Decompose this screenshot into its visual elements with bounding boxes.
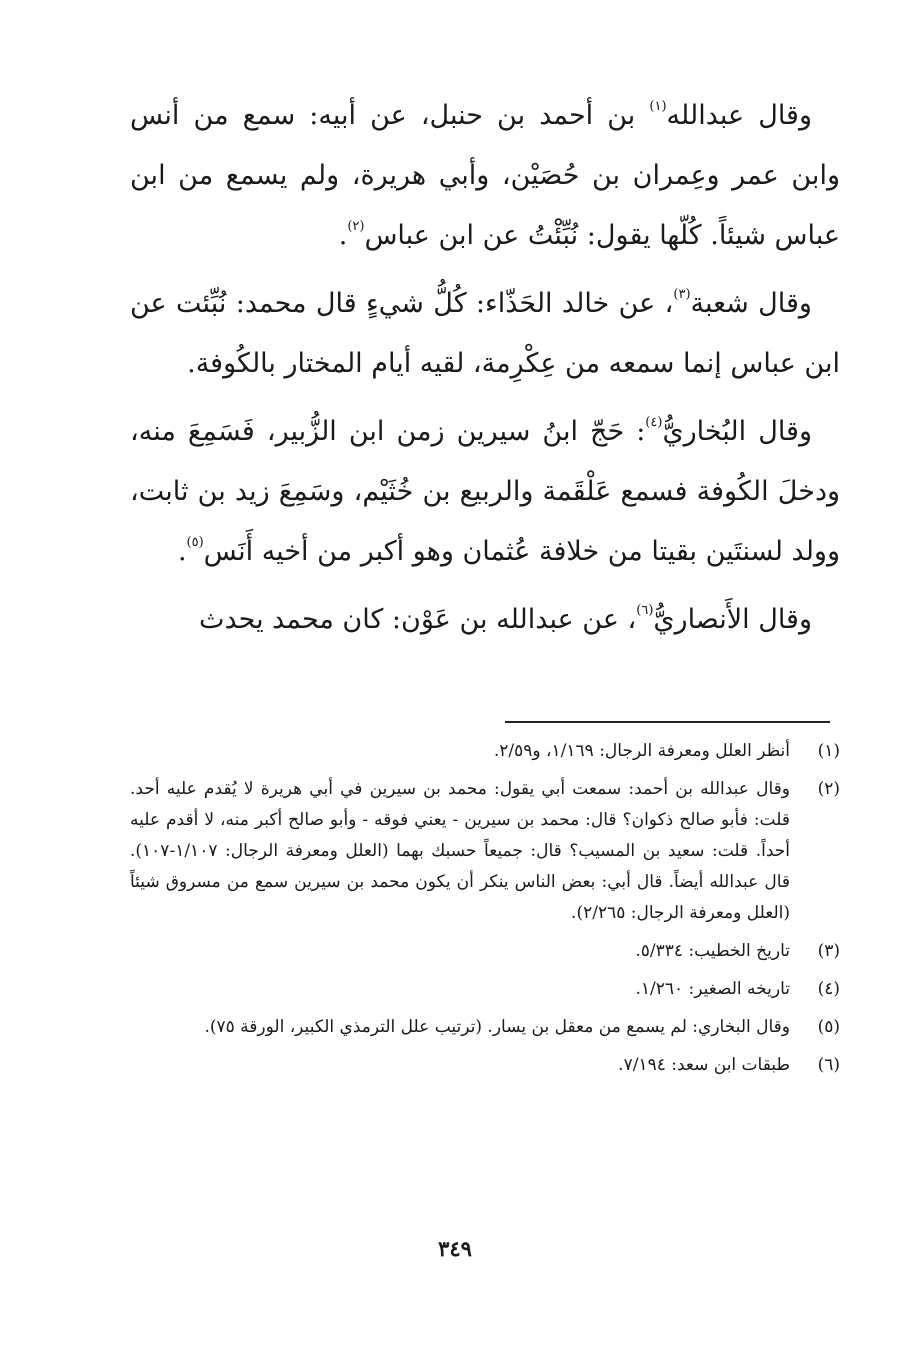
footnote-item (130, 1012, 840, 1043)
footnote-ref: (١) (649, 99, 667, 114)
footnote-ref: (٦) (636, 603, 654, 618)
main-text (130, 86, 840, 658)
paragraph-text: ، عن عبدالله بن عَوْن: كان محمد يحدث (199, 604, 637, 635)
footnote-ref: (٤) (645, 415, 663, 430)
footnote-number: (٤) (817, 979, 840, 999)
footnotes (130, 736, 840, 1088)
footnote-item (130, 736, 840, 767)
footnote-number: (٥) (817, 1017, 840, 1037)
footnote-number: (٦) (817, 1055, 840, 1075)
paragraph-text: ، عن خالد الحَذّاء: كُلُّ شيءٍ قال محمد: نُبِّئت عن ابن عباس إنما سمعه من عِكْرِمة، لقيه أيام المختار بالكُوفة. (130, 288, 840, 379)
footnote-text: تاريخ الخطيب: ٥/٣٣٤. (635, 941, 790, 961)
paragraph-text: بن أحمد بن حنبل، عن أبيه: سمع من أنس وابن عمر وعِمران بن حُصَيْن، وأبي هريرة، ولم يسمع من ابن عباس شيئاً. كُلّها يقول: نُبِّئْتُ عن ابن عباس (130, 100, 840, 251)
footnote-number: (١) (817, 741, 840, 761)
footnote-item (130, 974, 840, 1005)
footnote-number: (٣) (817, 941, 840, 961)
footnote-item (130, 1050, 840, 1081)
paragraph-end: . (177, 536, 187, 567)
footnote-text: وقال البخاري: لم يسمع من معقل بن يسار. (ترتيب علل الترمذي الكبير، الورقة ٧٥). (204, 1017, 790, 1037)
footnote-text: طبقات ابن سعد: ٧/١٩٤. (618, 1055, 790, 1075)
paragraph-end: . (338, 220, 348, 251)
paragraph-text: : حَجّ ابنُ سيرين زمن ابن الزُّبير، فَسَمِعَ منه، ودخلَ الكُوفة فسمع عَلْقَمة والربيع بن خُثَيْم، وسَمِعَ زيد بن ثابت، وولد لسنتَين بقيتا من خلافة عُثمان وهو أكبر من أخيه أَنَس (130, 416, 840, 567)
paragraph-2 (130, 274, 840, 394)
footnote-item (130, 774, 840, 929)
paragraph-3 (130, 402, 840, 582)
footnote-ref: (٣) (673, 287, 691, 302)
footnote-ref: (٥) (186, 535, 204, 550)
footnote-number: (٢) (817, 779, 840, 799)
paragraph-text: وقال الأَنصاريُّ (653, 604, 812, 635)
page-number: ٣٤٩ (438, 1236, 472, 1261)
footnote-text: وقال عبدالله بن أحمد: سمعت أبي يقول: محمد بن سيرين في أبي هريرة لا يُقدم عليه أحد. قلت: فأبو صالح ذكوان؟ قال: محمد بن سيرين - يعني فوقه - وأبو صالح أكبر منه، لا أقدم عليه أحداً. قلت: سعيد بن المسيب؟ قال: جميعاً حسبك بهما (العلل ومعرفة الرجال: ١/١٠٧-١٠٧). قال عبدالله أيضاً. قال أبي: بعض الناس ينكر أن يكون محمد بن سيرين سمع من مسروق شيئاً (العلل ومعرفة الرجال: ٢/٢٦٥). (130, 779, 790, 923)
footnote-separator (505, 721, 830, 723)
footnote-item (130, 936, 840, 967)
footnote-text: تاريخه الصغير: ١/٢٦٠. (635, 979, 790, 999)
paragraph-text: وقال عبدالله (666, 100, 812, 131)
paragraph-1 (130, 86, 840, 266)
footnote-text: أنظر العلل ومعرفة الرجال: ١/١٦٩، و٢/٥٩. (493, 741, 790, 761)
footnote-ref: (٢) (347, 219, 365, 234)
paragraph-text: وقال البُخاريُّ (662, 416, 812, 447)
paragraph-text: وقال شعبة (690, 288, 812, 319)
paragraph-4 (130, 590, 840, 650)
